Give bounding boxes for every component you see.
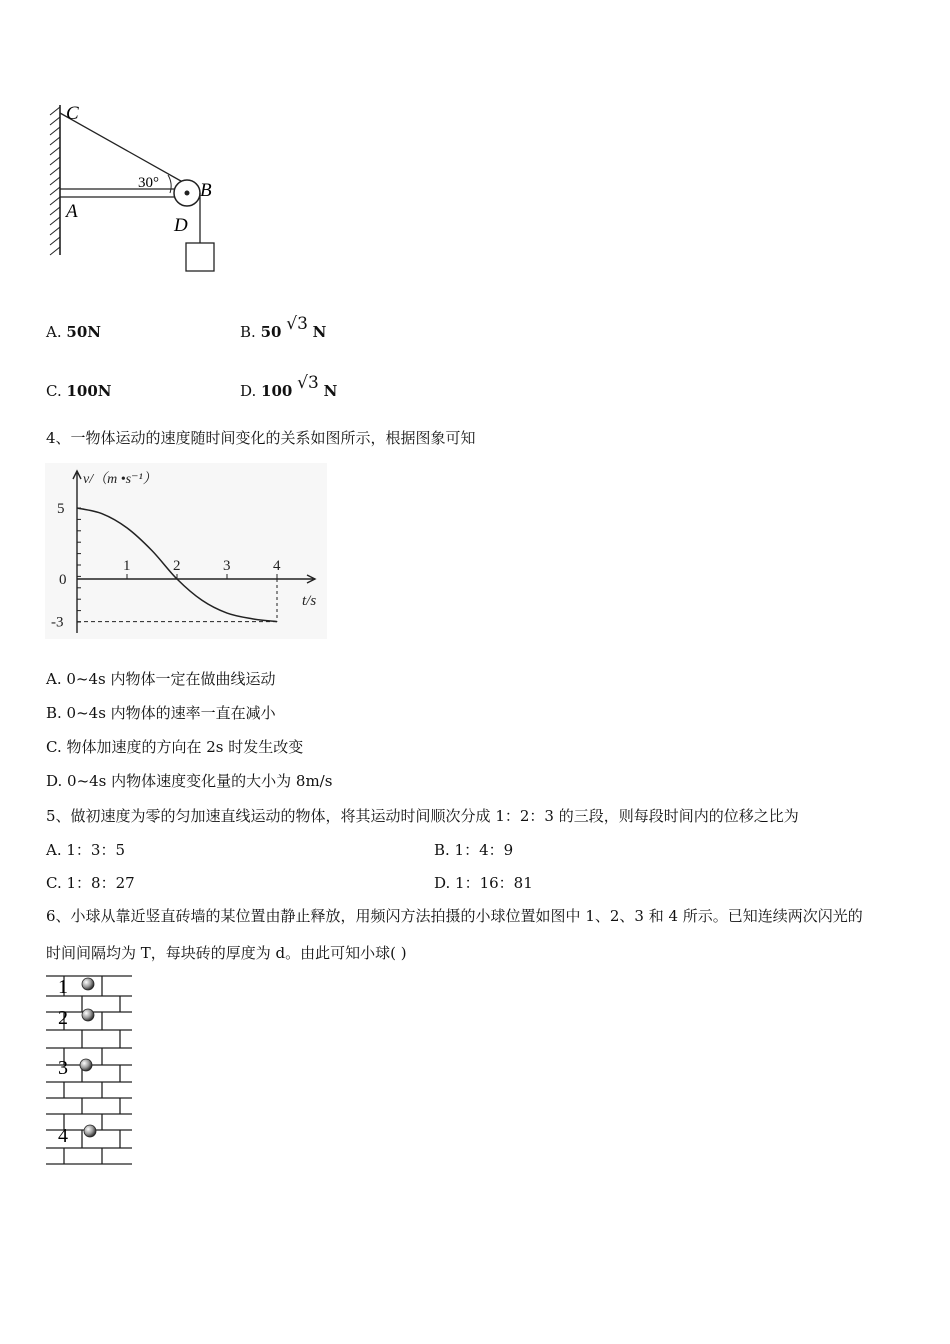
ball-label-4: 4: [58, 1125, 68, 1147]
q3-option-c[interactable]: [46, 381, 112, 401]
label-d: D: [174, 215, 188, 236]
velocity-time-chart: [45, 463, 327, 639]
ball-3: [80, 1059, 92, 1071]
y-tick-label: -3: [51, 614, 64, 631]
q5-option-c[interactable]: C. 1：8：27: [46, 874, 135, 892]
x-tick-label: 1: [123, 558, 131, 574]
q4-option-c[interactable]: C. 物体加速度的方向在 2s 时发生改变: [46, 738, 304, 756]
q5-option-d[interactable]: D. 1：16：81: [434, 874, 533, 892]
ball-label-3: 3: [58, 1057, 68, 1079]
q3-option-d[interactable]: [240, 373, 338, 401]
option-letter: B.: [240, 323, 256, 341]
q4-option-a[interactable]: A. 0~4s 内物体一定在做曲线运动: [46, 670, 276, 688]
q5-stem: 5、做初速度为零的匀加速直线运动的物体，将其运动时间顺次分成 1：2：3 的三段，则每段时间内的位移之比为: [46, 807, 799, 825]
angle-arc: [168, 175, 171, 193]
sqrt-symbol: √3: [297, 373, 319, 393]
y-axis-label: v/（m •s⁻¹）: [83, 472, 157, 487]
option-letter: C.: [46, 382, 62, 400]
x-axis-label: t/s: [302, 593, 317, 609]
pulley-figure: [40, 95, 230, 285]
q3-option-b[interactable]: [240, 314, 327, 342]
x-tick-label: 4: [273, 558, 281, 574]
option-letter: D.: [240, 382, 257, 400]
q5-option-b[interactable]: B. 1：4：9: [434, 841, 514, 859]
q6-stem-line1: 6、小球从靠近竖直砖墙的某位置由静止释放，用频闪方法拍摄的小球位置如图中 1、2、3 和 4 所示。已知连续两次闪光的: [46, 907, 863, 925]
q4-stem: 4、一物体运动的速度随时间变化的关系如图所示，根据图象可知: [46, 429, 476, 447]
weight-block: [186, 243, 214, 271]
label-a: A: [66, 201, 78, 222]
y-tick-label: 0: [59, 572, 67, 588]
pulley-axle: [185, 191, 190, 196]
option-value: 50: [260, 323, 282, 341]
wall-hatching: [50, 107, 60, 255]
q5-option-a[interactable]: A. 1：3：5: [46, 841, 125, 859]
rope-cb: [60, 113, 188, 185]
option-letter: A.: [46, 323, 62, 341]
ball-label-2: 2: [58, 1007, 68, 1029]
ball-label-1: 1: [58, 976, 68, 998]
ball-1: [82, 978, 94, 990]
option-value: 50N: [66, 323, 101, 341]
brick-wall-figure: [44, 972, 136, 1168]
label-b: B: [200, 180, 212, 201]
x-tick-label: 3: [223, 558, 231, 574]
ball-4: [84, 1125, 96, 1137]
label-c: C: [66, 103, 79, 124]
q6-stem-line2: 时间间隔均为 T，每块砖的厚度为 d。由此可知小球( ): [46, 944, 407, 962]
option-unit: N: [312, 323, 327, 341]
option-unit: N: [323, 382, 338, 400]
q3-option-a[interactable]: [46, 322, 101, 342]
ball-2: [82, 1009, 94, 1021]
option-value: 100N: [66, 382, 112, 400]
sqrt-symbol: √3: [286, 314, 308, 334]
x-tick-label: 2: [173, 558, 181, 574]
q4-option-b[interactable]: B. 0~4s 内物体的速率一直在减小: [46, 704, 276, 722]
q4-option-d[interactable]: D. 0~4s 内物体速度变化量的大小为 8m/s: [46, 772, 333, 790]
option-value: 100: [261, 382, 293, 400]
angle-label: 30°: [138, 175, 159, 191]
y-tick-label: 5: [57, 501, 65, 517]
